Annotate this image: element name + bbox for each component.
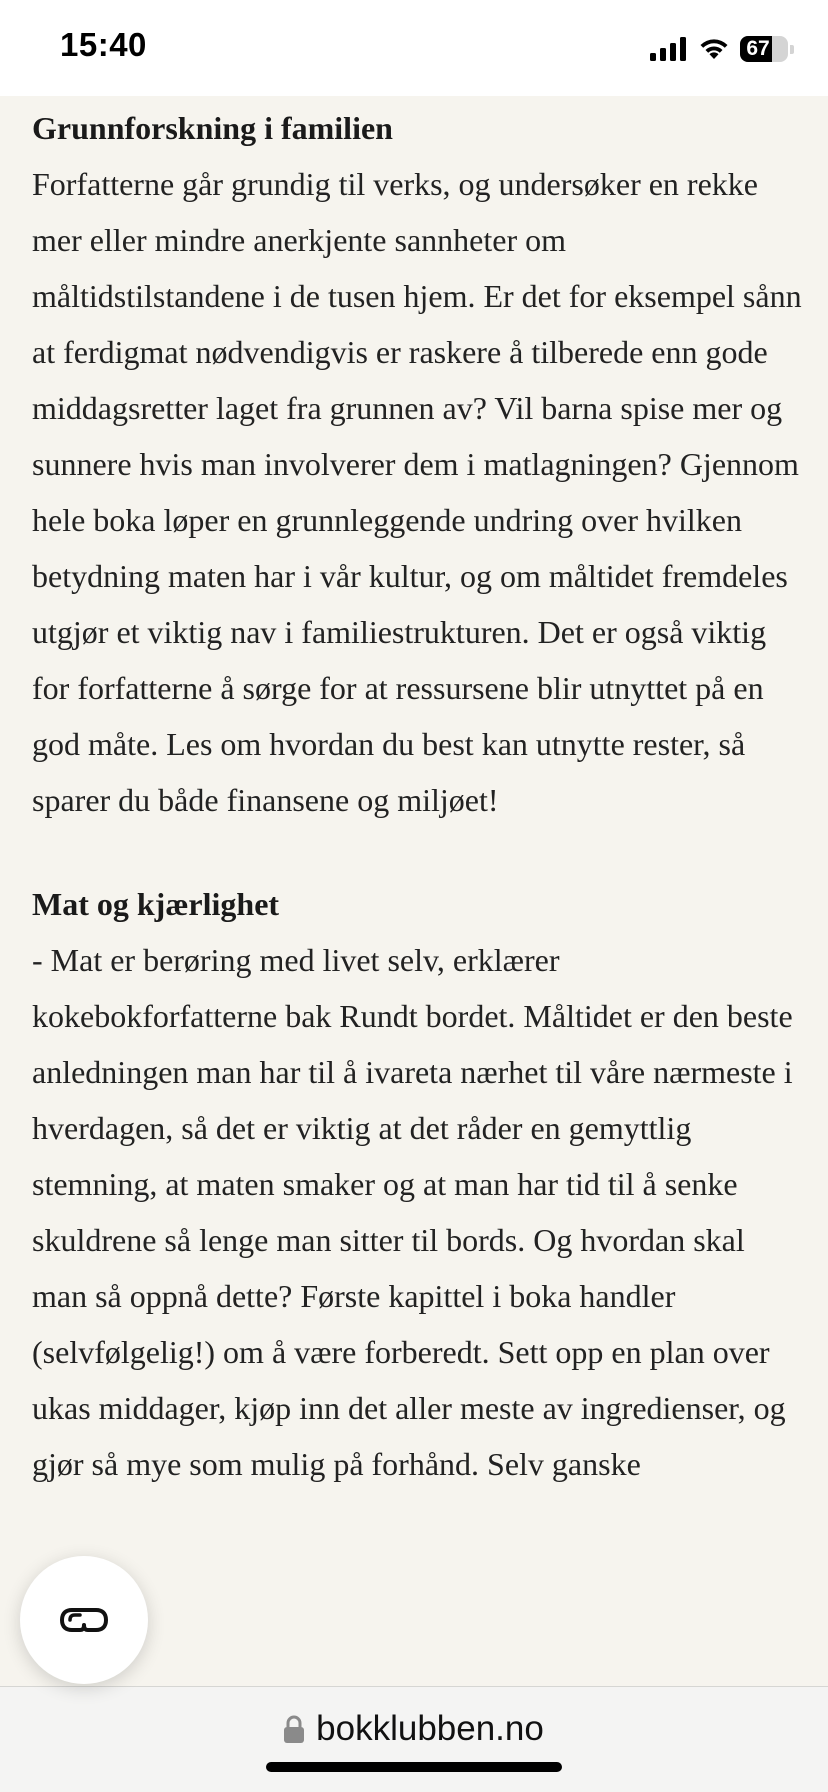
url-content[interactable] [0, 1709, 828, 1749]
section-heading-grunnforskning: Grunnforskning i familien [32, 110, 393, 146]
status-icons [650, 34, 794, 64]
url-domain[interactable]: bokklubben.no [316, 1709, 544, 1748]
section-body-grunnforskning: Forfatterne går grundig til verks, og undersøker en rekke mer eller mindre anerkjente sannheter om måltidstilstandene i de tusen hjem. Er det for eksempel sånn at ferdigmat nødvendigvis er raskere å tilberede enn gode middagsretter laget fra grunnen av? Vil barna spise mer og sunnere hvis man involverer dem i matlagningen? Gjennom hele boka løper en grunnleggende undring over hvilken betydning maten har i vår kultur, og om måltidet fremdeles utgjør et viktig nav i familiestrukturen. Det er også viktig for forfatterne å sørge for at ressursene blir utnyttet på en god måte. Les om hvordan du best kan utnytte rester, så sparer du både finansene og miljøet! [32, 166, 802, 818]
battery-icon [740, 36, 788, 62]
battery-cap [790, 45, 794, 54]
status-bar [0, 0, 828, 96]
battery-level: 67 [746, 37, 770, 60]
section-heading-mat-og-kjaerlighet: Mat og kjærlighet [32, 886, 280, 922]
lock-icon [284, 1715, 304, 1743]
article [32, 100, 802, 1686]
signal-icon [650, 37, 688, 61]
wifi-icon [698, 37, 730, 61]
reader-glasses-icon [58, 1605, 110, 1635]
reader-mode-button[interactable] [20, 1556, 148, 1684]
home-indicator[interactable] [266, 1762, 562, 1772]
section-divider-space [32, 828, 802, 876]
status-time: 15:40 [60, 26, 147, 63]
url-bar[interactable] [0, 1686, 828, 1792]
section-body-mat-og-kjaerlighet: - Mat er berøring med livet selv, erklærer kokebokforfatterne bak Rundt bordet. Måltidet er den beste anledningen man har til å ivareta nærhet til våre nærmeste i hverdagen, så det er viktig at det råder en gemyttlig stemning, at maten smaker og at man har tid til å senke skuldrene så lenge man sitter til bords. Og hvordan skal man så oppnå dette? Første kapittel i boka handler (selvfølgelig!) om å være forberedt. Sett opp en plan over ukas middager, kjøp inn det aller meste av ingredienser, og gjør så mye som mulig på forhånd. Selv ganske [32, 942, 793, 1482]
